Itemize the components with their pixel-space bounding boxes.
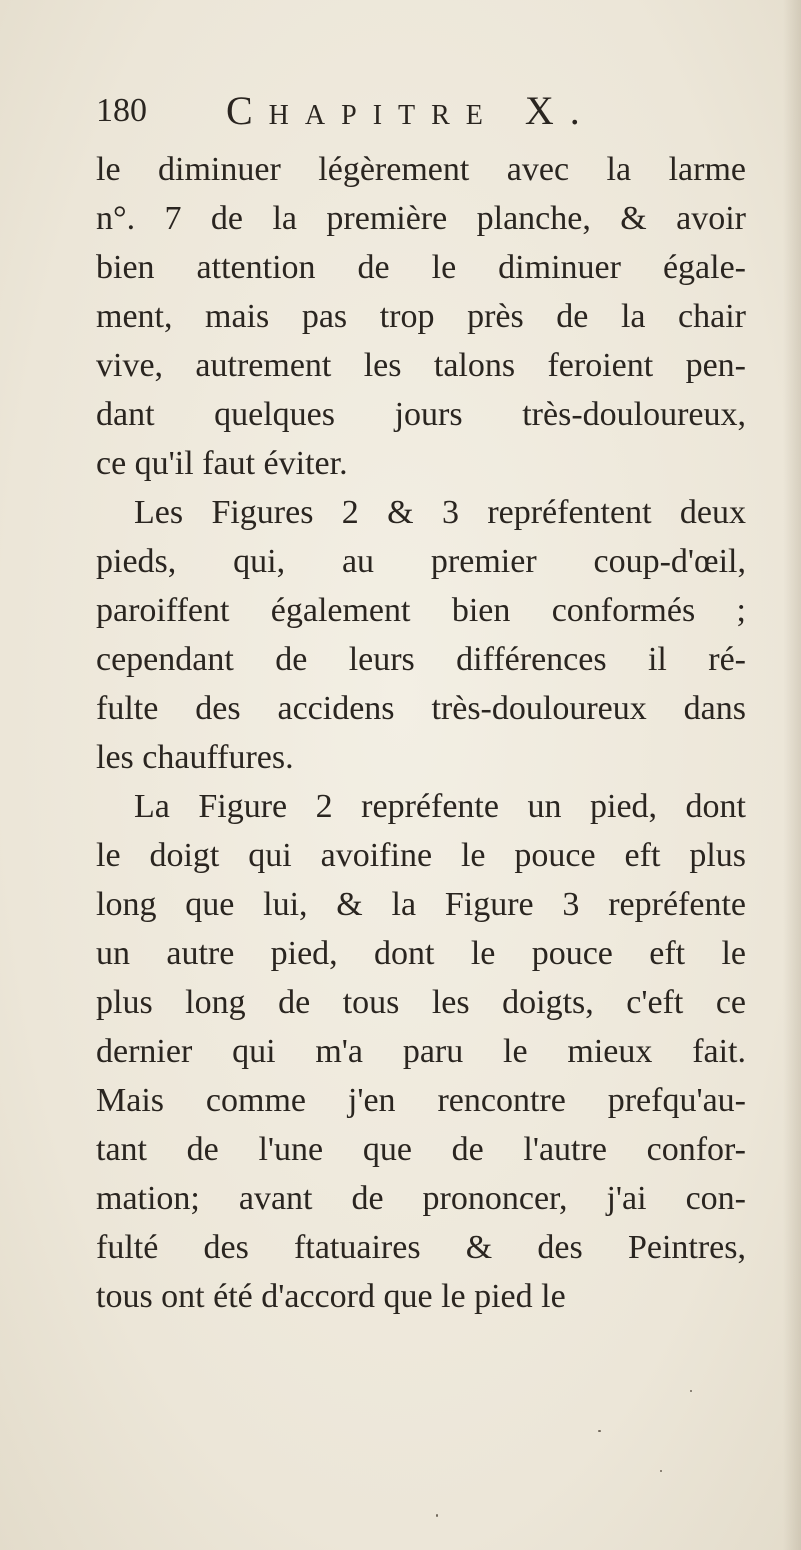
text-line: tous ont été d'accord que le pied le [96, 1278, 566, 1315]
paper-speck [598, 1430, 601, 1432]
running-title: Chapitre X. [226, 88, 596, 133]
text-line: Mais comme j'en rencontre prefqu'au- [96, 1082, 746, 1119]
text-line: plus long de tous les doigts, c'eft ce [96, 984, 746, 1021]
text-line: bien attention de le diminuer égale- [96, 249, 746, 286]
text-line: La Figure 2 repréfente un pied, dont [134, 788, 746, 825]
text-line: fulte des accidens très-douloureux dans [96, 690, 746, 727]
text-line: n°. 7 de la première planche, & avoir [96, 200, 746, 237]
text-line: ce qu'il faut éviter. [96, 445, 348, 482]
text-line: paroiffent également bien conformés ; [96, 592, 746, 629]
text-line: vive, autrement les talons feroient pen- [96, 347, 746, 384]
page-header [96, 86, 656, 136]
text-line: dernier qui m'a paru le mieux fait. [96, 1033, 746, 1070]
text-line: Les Figures 2 & 3 repréfentent deux [134, 494, 746, 531]
text-line: dant quelques jours très-douloureux, [96, 396, 746, 433]
text-line: cependant de leurs différences il ré- [96, 641, 746, 678]
text-line: pieds, qui, au premier coup-d'œil, [96, 543, 746, 580]
paper-speck [436, 1514, 438, 1517]
text-line: fulté des ftatuaires & des Peintres, [96, 1229, 746, 1266]
text-line: ment, mais pas trop près de la chair [96, 298, 746, 335]
text-line: les chauffures. [96, 739, 294, 776]
body-text [96, 145, 746, 1321]
text-line: mation; avant de prononcer, j'ai con- [96, 1180, 746, 1217]
text-line: long que lui, & la Figure 3 repréfente [96, 886, 746, 923]
page-number: 180 [96, 92, 147, 129]
text-line: le doigt qui avoifine le pouce eft plus [96, 837, 746, 874]
paper-speck [690, 1390, 692, 1392]
paper-speck [660, 1470, 662, 1472]
text-line: tant de l'une que de l'autre confor- [96, 1131, 746, 1168]
page-edge-shadow [783, 0, 801, 1550]
text-line: un autre pied, dont le pouce eft le [96, 935, 746, 972]
text-line: le diminuer légèrement avec la larme [96, 151, 746, 188]
